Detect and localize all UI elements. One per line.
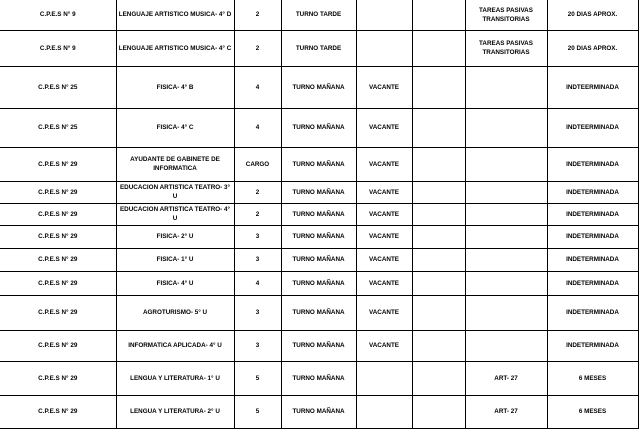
shift-cell: TURNO MAÑANA	[281, 108, 356, 147]
hours-cell: 4	[234, 66, 281, 108]
subject-cell: EDUCACION ARTISTICA TEATRO- 4° U	[116, 203, 234, 225]
table-row	[0, 0, 638, 30]
table-row	[0, 295, 638, 330]
status-cell: VACANTE	[356, 203, 412, 225]
table-row	[0, 147, 638, 181]
reason-cell	[465, 66, 547, 108]
hours-cell: 2	[234, 0, 281, 30]
shift-cell: TURNO MAÑANA	[281, 181, 356, 203]
shift-cell: TURNO MAÑANA	[281, 248, 356, 271]
reason-cell	[465, 108, 547, 147]
duration-cell: INDTEERMINADA	[547, 66, 638, 108]
blank-cell	[412, 30, 465, 66]
hours-cell: 3	[234, 330, 281, 361]
status-cell: VACANTE	[356, 330, 412, 361]
reason-cell	[465, 295, 547, 330]
blank-cell	[412, 248, 465, 271]
status-cell: VACANTE	[356, 271, 412, 295]
reason-cell	[465, 248, 547, 271]
shift-cell: TURNO TARDE	[281, 30, 356, 66]
subject-cell: EDUCACION ARTISTICA TEATRO- 3° U	[116, 181, 234, 203]
school-cell: C.P.E.S N° 29	[0, 295, 116, 330]
shift-cell: TURNO MAÑANA	[281, 361, 356, 395]
subject-cell: FISICA- 4° B	[116, 66, 234, 108]
shift-cell: TURNO MAÑANA	[281, 330, 356, 361]
shift-cell: TURNO MAÑANA	[281, 66, 356, 108]
table-row	[0, 203, 638, 225]
blank-cell	[412, 295, 465, 330]
shift-cell: TURNO MAÑANA	[281, 295, 356, 330]
blank-cell	[412, 108, 465, 147]
duration-cell: INDETERMINADA	[547, 271, 638, 295]
blank-cell	[412, 181, 465, 203]
hours-cell: 5	[234, 395, 281, 428]
hours-cell: 4	[234, 108, 281, 147]
status-cell	[356, 30, 412, 66]
duration-cell: INDTEERMINADA	[547, 108, 638, 147]
status-cell: VACANTE	[356, 66, 412, 108]
subject-cell: AGROTURISMO- 5° U	[116, 295, 234, 330]
shift-cell: TURNO MAÑANA	[281, 395, 356, 428]
reason-cell	[465, 330, 547, 361]
school-cell: C.P.E.S N° 29	[0, 181, 116, 203]
status-cell	[356, 395, 412, 428]
school-cell: C.P.E.S N° 9	[0, 30, 116, 66]
school-cell: C.P.E.S N° 29	[0, 271, 116, 295]
reason-cell: TAREAS PASIVAS TRANSITORIAS	[465, 30, 547, 66]
blank-cell	[412, 361, 465, 395]
status-cell	[356, 0, 412, 30]
duration-cell: 20 DIAS APROX.	[547, 30, 638, 66]
subject-cell: FISICA- 4° U	[116, 271, 234, 295]
table-row	[0, 225, 638, 248]
reason-cell: ART- 27	[465, 361, 547, 395]
duration-cell: INDETERMINADA	[547, 147, 638, 181]
subject-cell: LENGUA Y LITERATURA- 2° U	[116, 395, 234, 428]
blank-cell	[412, 225, 465, 248]
school-cell: C.P.E.S N° 29	[0, 203, 116, 225]
reason-cell: ART- 27	[465, 395, 547, 428]
table-row	[0, 248, 638, 271]
duration-cell: INDETERMINADA	[547, 225, 638, 248]
shift-cell: TURNO MAÑANA	[281, 271, 356, 295]
duration-cell: 20 DIAS APROX.	[547, 0, 638, 30]
subject-cell: LENGUAJE ARTISTICO MUSICA- 4° C	[116, 30, 234, 66]
subject-cell: INFORMATICA APLICADA- 4° U	[116, 330, 234, 361]
duration-cell: INDETERMINADA	[547, 203, 638, 225]
status-cell: VACANTE	[356, 108, 412, 147]
subject-cell: LENGUAJE ARTISTICO MUSICA- 4° D	[116, 0, 234, 30]
school-cell: C.P.E.S N° 29	[0, 248, 116, 271]
reason-cell: TAREAS PASIVAS TRANSITORIAS	[465, 0, 547, 30]
blank-cell	[412, 395, 465, 428]
shift-cell: TURNO MAÑANA	[281, 147, 356, 181]
school-cell: C.P.E.S N° 29	[0, 361, 116, 395]
blank-cell	[412, 0, 465, 30]
blank-cell	[412, 330, 465, 361]
hours-cell: 3	[234, 225, 281, 248]
blank-cell	[412, 66, 465, 108]
status-cell: VACANTE	[356, 295, 412, 330]
school-cell: C.P.E.S N° 25	[0, 108, 116, 147]
status-cell: VACANTE	[356, 181, 412, 203]
school-cell: C.P.E.S N° 29	[0, 147, 116, 181]
reason-cell	[465, 147, 547, 181]
subject-cell: FISICA- 1° U	[116, 248, 234, 271]
table-row	[0, 30, 638, 66]
table-row	[0, 395, 638, 428]
duration-cell: INDETERMINADA	[547, 248, 638, 271]
status-cell	[356, 361, 412, 395]
subject-cell: AYUDANTE DE GABINETE DE INFORMATICA	[116, 147, 234, 181]
subject-cell: LENGUA Y LITERATURA- 1° U	[116, 361, 234, 395]
reason-cell	[465, 271, 547, 295]
school-cell: C.P.E.S N° 29	[0, 225, 116, 248]
hours-cell: 3	[234, 248, 281, 271]
hours-cell: CARGO	[234, 147, 281, 181]
table-row	[0, 108, 638, 147]
hours-cell: 4	[234, 271, 281, 295]
school-cell: C.P.E.S N° 9	[0, 0, 116, 30]
reason-cell	[465, 225, 547, 248]
hours-cell: 2	[234, 30, 281, 66]
hours-cell: 3	[234, 295, 281, 330]
duration-cell: INDETERMINADA	[547, 330, 638, 361]
shift-cell: TURNO TARDE	[281, 0, 356, 30]
school-cell: C.P.E.S N° 29	[0, 395, 116, 428]
shift-cell: TURNO MAÑANA	[281, 203, 356, 225]
blank-cell	[412, 147, 465, 181]
hours-cell: 2	[234, 181, 281, 203]
table-row	[0, 181, 638, 203]
status-cell: VACANTE	[356, 225, 412, 248]
subject-cell: FISICA- 4° C	[116, 108, 234, 147]
hours-cell: 5	[234, 361, 281, 395]
shift-cell: TURNO MAÑANA	[281, 225, 356, 248]
blank-cell	[412, 203, 465, 225]
table-row	[0, 361, 638, 395]
school-cell: C.P.E.S N° 29	[0, 330, 116, 361]
status-cell: VACANTE	[356, 147, 412, 181]
duration-cell: 6 MESES	[547, 395, 638, 428]
table-row	[0, 271, 638, 295]
duration-cell: INDETERMINADA	[547, 181, 638, 203]
school-cell: C.P.E.S N° 25	[0, 66, 116, 108]
hours-cell: 2	[234, 203, 281, 225]
table-row	[0, 330, 638, 361]
blank-cell	[412, 271, 465, 295]
status-cell: VACANTE	[356, 248, 412, 271]
duration-cell: 6 MESES	[547, 361, 638, 395]
duration-cell: INDETERMINADA	[547, 295, 638, 330]
reason-cell	[465, 181, 547, 203]
table-row	[0, 66, 638, 108]
subject-cell: FISICA- 2° U	[116, 225, 234, 248]
reason-cell	[465, 203, 547, 225]
